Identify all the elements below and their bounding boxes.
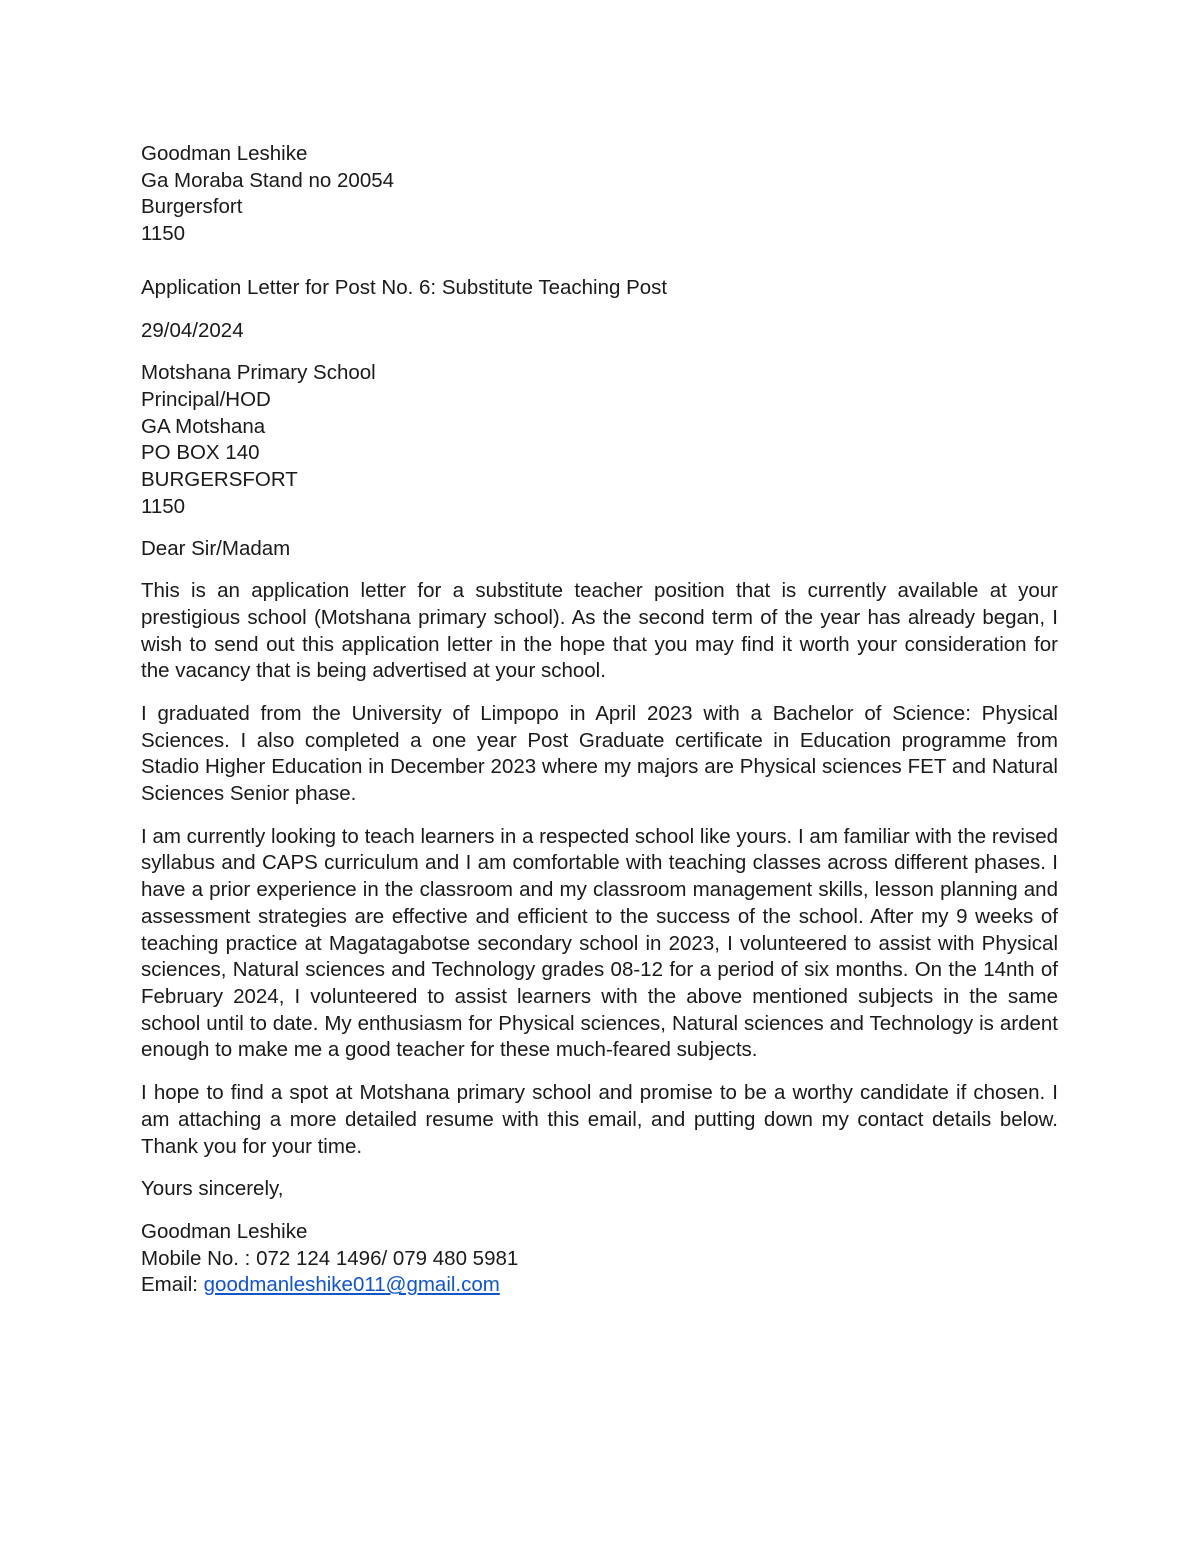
letter-subject: Application Letter for Post No. 6: Substitute Teaching Post <box>141 275 668 299</box>
letter-date: 29/04/2024 <box>141 318 244 342</box>
body-paragraph-closing: I hope to find a spot at Motshana primary school and promise to be a worthy candidate if chosen. I am attaching a more detailed resume with this email, and putting down my contact details below. Thank you for your time. <box>141 1081 1058 1158</box>
recipient-school: Motshana Primary School <box>141 361 376 385</box>
closing: Yours sincerely, <box>141 1177 284 1201</box>
letter-page <box>141 141 1058 1299</box>
signature-block <box>141 1219 1058 1299</box>
body-paragraph-education: I graduated from the University of Limpopo in April 2023 with a Bachelor of Science: Physical Sciences. I also completed a one year Post Graduate certificate in Education programme from Stadio Higher Education in December 2023 where my majors are Physical sciences FET and Natural Sciences Senior phase. <box>141 701 1058 806</box>
sender-town: Burgersfort <box>141 195 243 219</box>
recipient-address <box>141 360 1058 520</box>
signature-name: Goodman Leshike <box>141 1219 308 1243</box>
body-paragraph-experience: I am currently looking to teach learners in a respected school like yours. I am familiar with the revised syllabus and CAPS curriculum and I am comfortable with teaching classes across different phases. I have a prior experience in the classroom and my classroom management skills, lesson planning and assessment strategies are effective and efficient to the success of the school. After my 9 weeks of teaching practice at Magatagabotse secondary school in 2023, I volunteered to assist with Physical sciences, Natural sciences and Technology grades 08-12 for a period of six months. On the 14nth of February 2024, I volunteered to assist learners with the above mentioned subjects in the same school until to date. My enthusiasm for Physical sciences, Natural sciences and Technology is ardent enough to make me a good teacher for these much-feared subjects. <box>141 824 1058 1062</box>
email-label: Email: <box>141 1273 204 1297</box>
recipient-town: BURGERSFORT <box>141 468 298 492</box>
recipient-po-box: PO BOX 140 <box>141 441 260 465</box>
sender-name: Goodman Leshike <box>141 142 308 165</box>
body-paragraph-intro: This is an application letter for a substitute teacher position that is currently available at your prestigious school (Motshana primary school). As the second term of the year has already began, I wish to send out this application letter in the hope that you may find it worth your consideration for the vacancy that is being advertised at your school. <box>141 579 1058 683</box>
signature-mobile: Mobile No. : 072 124 1496/ 079 480 5981 <box>141 1246 519 1270</box>
recipient-title: Principal/HOD <box>141 387 271 411</box>
signature-email-line <box>141 1272 1058 1299</box>
sender-address <box>141 141 1058 248</box>
email-link[interactable]: goodmanleshike011@gmail.com <box>203 1273 500 1297</box>
sender-postal-code: 1150 <box>141 222 186 246</box>
salutation: Dear Sir/Madam <box>141 537 291 561</box>
sender-address-line: Ga Moraba Stand no 20054 <box>141 168 395 192</box>
recipient-postal-code: 1150 <box>141 494 186 518</box>
recipient-area: GA Motshana <box>141 414 266 438</box>
